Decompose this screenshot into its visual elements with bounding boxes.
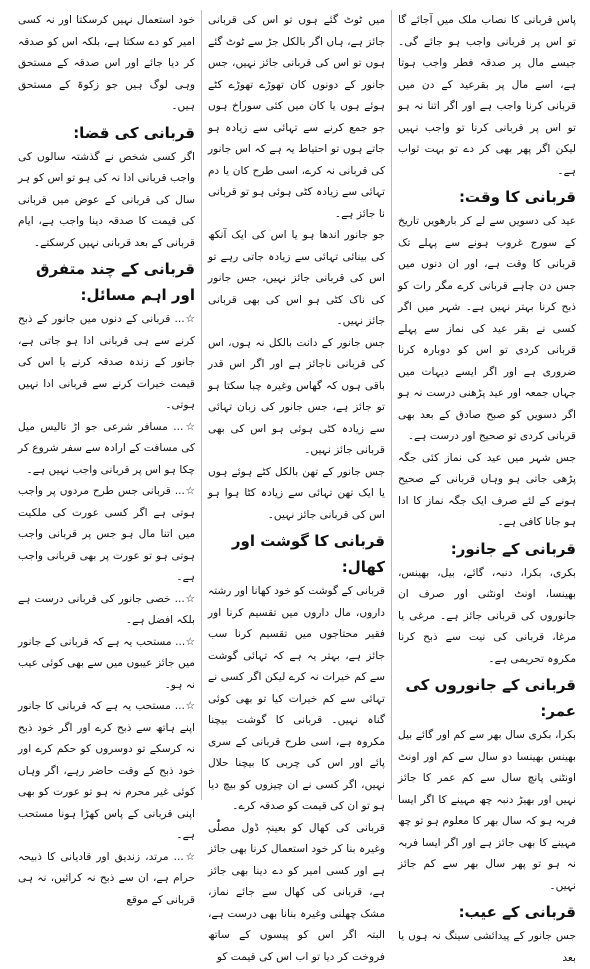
paragraph: ☆... مستحب یہ ہے کہ قربانی کے جانور میں جائز عیبوں میں سے بھی کوئی عیب نہ ہو۔ xyxy=(18,635,195,691)
paragraph: بکری، بکرا، دنبہ، گائے، بیل، بھینس، بھینسا، اونٹ اونٹنی اور صرف ان جانوروں کی قربانی جائز ہے۔ مرغی یا مرغا، قربانی کی نیت سے ذبح کرنا مکروہ تحریمی ہے۔ xyxy=(398,566,576,665)
paragraph: ☆... مستحب یہ ہے کہ قربانی کا جانور اپنے ہاتھ سے ذبح کرے اور اگر خود ذبح نہ کرسکے تو دوسروں کو حکم کرے اور خود ذبح کے وقت حاضر رہے، اگر وہاں کوئی غیر محرم نہ ہو تو عورت کو بھی اپنی قربانی کے پاس کھڑا ہونا مستحب ہے۔ xyxy=(18,700,195,841)
paragraph: جو جانور اندھا ہو یا اس کی ایک آنکھ کی بینائی تہائی سے زیادہ جاتی رہے تو اس کی قربانی جائز نہیں، جس جانور کی ناک کٹی ہو اس کی بھی قربانی جائز نہیں۔ xyxy=(208,229,385,327)
paragraph: قربانی کی کھال کو بعینہٖ ڈول مصلّٰی وغیرہ بنا کر خود استعمال کرنا بھی جائز ہے اور کسی امیر کو دے دینا بھی جائز ہے، قربانی کی کھال سے جائے نماز، مشک چھلنی وغیرہ بنانا بھی درست ہے، البتہ اگر اس کو پیسوں کے ساتھ فروخت کر دیا تو اب اس کی قیمت کو xyxy=(208,821,385,963)
paragraph: پاس قربانی کا نصاب ملک میں آجائے گا تو اس پر قربانی واجب ہو جائے گی۔ جیسے مال پر صدقہ فطر واجب ہوتا ہے، اسے مال پر بقرعید کے دن میں قربانی کرنا واجب ہے اور اگر اتنا نہ ہو تو اس پر قربانی کرنا تو واجب نہیں لیکن اگر پھر بھی کر دے تو بہت ثواب ہے۔ xyxy=(398,14,576,177)
paragraph: ☆... قربانی کے دنوں میں جانور کے ذبح کرنے سے ہی قربانی ادا ہو جاتی ہے، جانور کے زندہ صدقہ کرنے یا اس کی قیمت خیرات کرنے سے قربانی ادا نہیں ہوتی۔ xyxy=(18,313,195,411)
paragraph: میں ٹوٹ گئے ہوں تو اس کی قربانی جائز ہے، ہاں اگر بالکل جڑ سے ٹوٹ گئے ہوں تو اس کی قربانی جائز نہیں، جس جانور کے دونوں کان تھوڑے تھوڑے کٹے ہوئے ہوں یا کان میں کئی سوراخ ہوں جو جمع کرنے سے تہائی سے زیادہ ہو جاتے ہوں تو احتیاط یہ ہے کہ اس جانور کی قربانی نہ کرے، اسی طرح کان یا دم تہائی سے زیادہ کٹی ہوئی ہو تو قربانی نا جائز ہے۔ xyxy=(208,14,385,220)
column-middle xyxy=(202,10,392,963)
section-heading: قربانی کے چند متفرق اور اہم مسائل: xyxy=(36,260,195,304)
paragraph: ☆... مرتد، زندیق اور قادیانی کا ذبیحہ حرام ہے، ان سے ذبح نہ کرائیں، نہ ہی قربانی کے موقع xyxy=(18,850,195,906)
paragraph: ☆... قربانی جس طرح مردوں پر واجب ہوتی ہے اگر کسی عورت کی ملکیت میں اتنا مال ہو جس پر قربانی واجب ہوتی ہو تو عورت پر بھی قربانی واجب ہے۔ xyxy=(18,485,195,583)
section-heading: قربانی کے جانوروں کی عمر: xyxy=(405,676,576,720)
column-right xyxy=(392,10,582,964)
paragraph: جس شہر میں عید کی نماز کئی جگہ پڑھی جاتی ہو وہاں قربانی کے صحیح ہونے کے لئے صرف ایک جگہ نماز کا ادا ہو جانا کافی ہے۔ xyxy=(398,451,576,528)
paragraph: ☆... خصی جانور کی قربانی درست ہے بلکہ افضل ہے۔ xyxy=(18,592,195,626)
paragraph: بکرا، بکری سال بھر سے کم اور گائے بیل بھینس بھینسا دو سال سے کم اور اونٹ اونٹنی پانچ سال سے کم عمر کا جائز نہیں اور بھیڑ دنبہ چھ مہینے کا اگر ایسا فربہ ہو کہ سال بھر کا معلوم ہو تو چھ مہینے کا بھی جائز ہے اور اگر ایسا فربہ نہ ہو تو پھر سال بھر سے کم جائز نہیں۔ xyxy=(398,729,576,892)
paragraph: اگر کسی شخص نے گذشتہ سالوں کی واجب قربانی ادا نہ کی ہو تو اس کو ہر سال کی قربانی کے عوض میں قربانی کی قیمت کا صدقہ دینا واجب ہے، ایام قربانی کے بعد قربانی نہیں کرسکتے۔ xyxy=(18,150,195,249)
paragraph: جس جانور کے پیدائشی سینگ نہ ہوں یا بعد xyxy=(398,930,576,964)
section-heading: قربانی کا وقت: xyxy=(458,188,576,206)
section-heading: قربانی کا گوشت اور کھال: xyxy=(231,532,385,576)
paragraph: ☆... مسافر شرعی جو اڑ تالیس میل کی مسافت کے ارادہ سے سفر شروع کر چکا ہو اس پر قربانی واجب نہیں ہے۔ xyxy=(18,420,195,476)
column-left xyxy=(12,10,202,906)
section-heading: قربانی کے جانور: xyxy=(450,539,576,558)
section-heading: قربانی کے عیب: xyxy=(458,903,576,921)
section-heading: قربانی کی قضا: xyxy=(73,123,195,142)
paragraph: خود استعمال نہیں کرسکتا اور نہ کسی امیر کو دے سکتا ہے، بلکہ اس کو صدقہ کر دیا جائے اور اس صدقہ کے مستحق وہی لوگ ہیں جو زکوۃ کے مستحق ہیں۔ xyxy=(18,14,195,112)
paragraph: جس جانور کے دانت بالکل نہ ہوں، اس کی قربانی ناجائز ہے اور اگر اس قدر باقی ہوں کہ گھاس وغیرہ چبا سکتا ہو تو جائز ہے، جس جانور کی زبان تہائی سے زیادہ کٹی ہوئی ہو اس کی بھی قربانی جائز نہیں۔ xyxy=(208,336,385,456)
paragraph: قربانی کے گوشت کو خود کھانا اور رشتہ داروں، مال داروں میں تقسیم کرنا اور فقیر محتاجوں میں تقسیم کرنا سب جائز ہے، بہتر یہ ہے کہ تہائی گوشت سے کم خیرات نہ کرے لیکن اگر کسی نے تہائی سے کم خیرات کیا تو بھی کوئی گناہ نہیں۔ قربانی کا گوشت بیچنا مکروہ ہے، اسی طرح قربانی کے سری پائے اور اس کی چربی کا بیچنا حلال نہیں، اگر کسی نے ان چیزوں کو بیچ دیا ہو تو ان کی قیمت کو صدقہ کرے۔ xyxy=(208,585,385,812)
paragraph: عید کی دسویں سے لے کر بارھویں تاریخ کے سورج غروب ہونے سے پہلے تک قربانی کا وقت ہے، اور ان دنوں میں جس دن چاہے قربانی کرے مگر رات کو ذبح کرنا بہتر نہیں ہے۔ شہر میں اگر کسی نے بقر عید کی نماز سے پہلے قربانی کردی تو اس کو دوبارہ کرنا ضروری ہے اور اگر ایسے دیہات میں جہاں جمعہ اور عید پڑھنی درست نہ ہو اگر دسویں کو صبح صادق کے بعد بھی قربانی کردی تو صحیح اور درست ہے۔ xyxy=(398,215,576,442)
paragraph: جس جانور کے تھن بالکل کٹے ہوئے ہوں یا ایک تھن تہائی سے زیادہ کٹا ہوا ہو اس کی قربانی جائز نہیں۔ xyxy=(208,465,385,521)
